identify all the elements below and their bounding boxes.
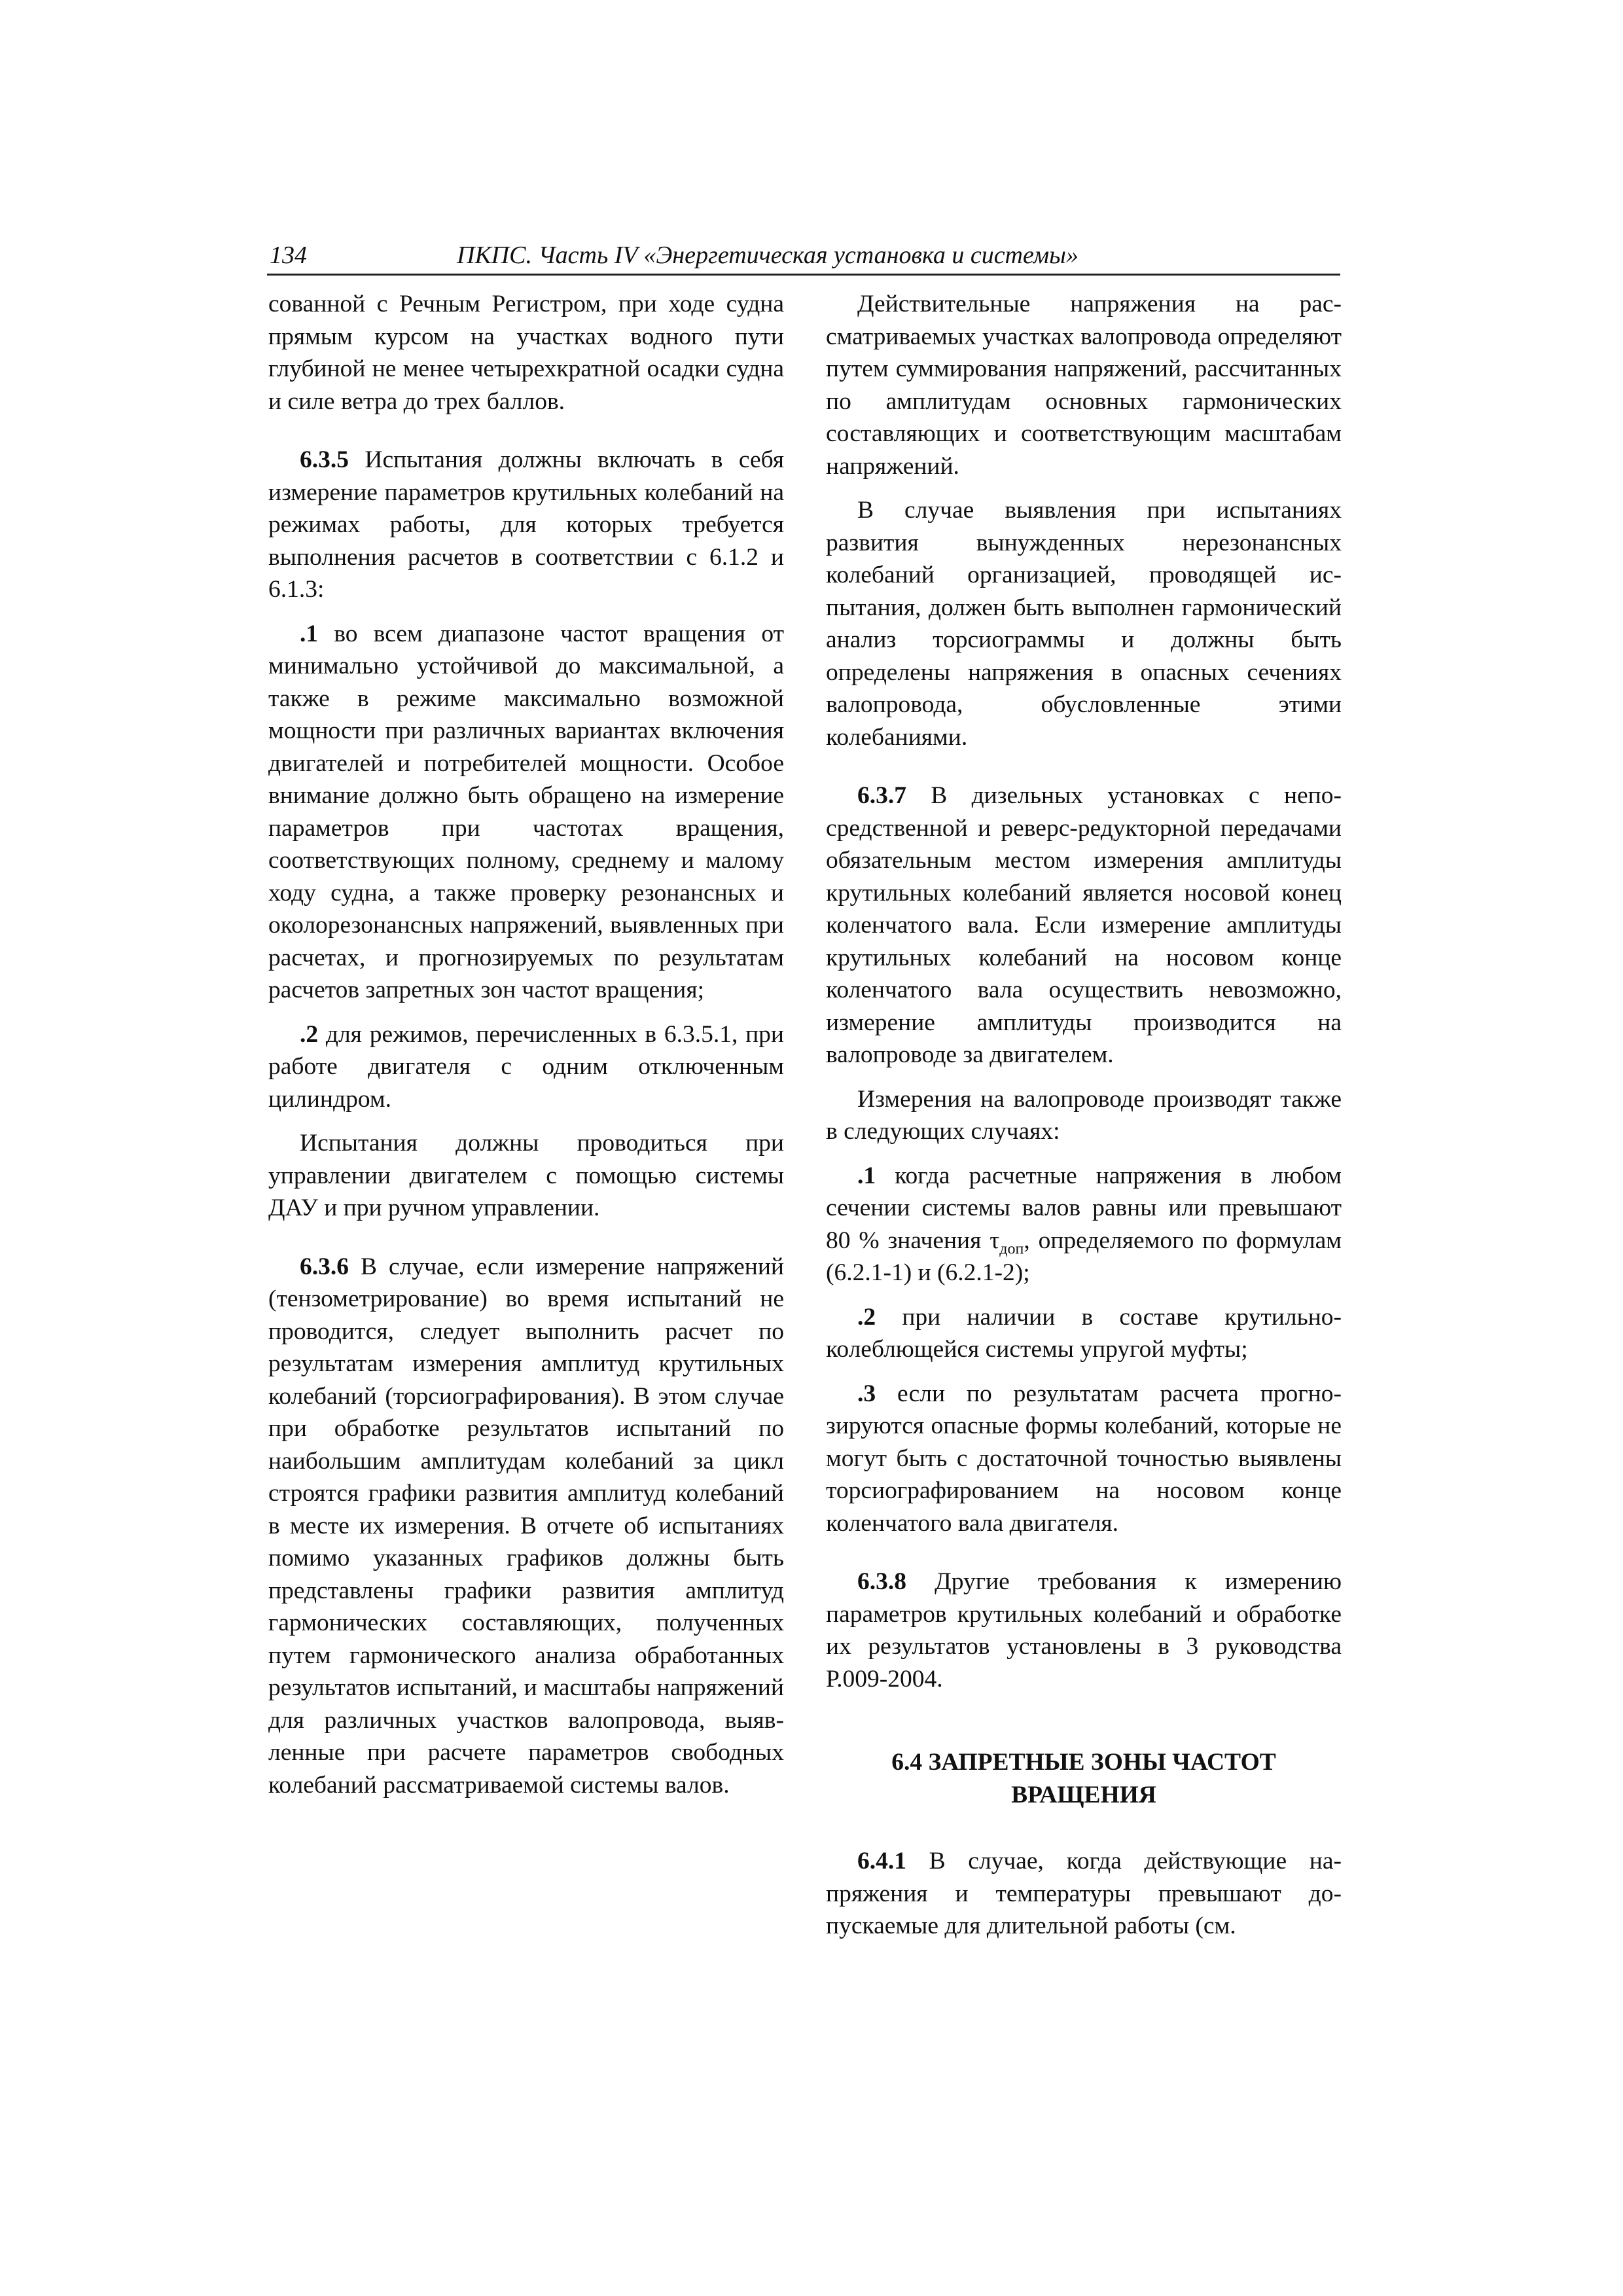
list-item-2: .2 для режимов, перечисленных в 6.3.5.1, при работе двигателя с одним отключенным цилиндром. <box>268 1020 784 1113</box>
list-item-3: .3 если по результатам расчета прогнозируются опасные формы колебаний, которые не могут быть с достаточной точностью выявлены торсиографированием на носовом конце коленчатого вала двигателя. <box>826 1380 1342 1537</box>
item-number: .2 <box>857 1303 876 1331</box>
page-header <box>267 237 1340 276</box>
subscript-dop: доп <box>999 1240 1024 1257</box>
paragraph-shaft-measurements: Измерения на валопроводе производят также в следующих случаях: <box>826 1085 1342 1145</box>
clause-number: 6.3.8 <box>857 1568 906 1595</box>
paragraph-6-3-8: 6.3.8 Другие требования к измерению параметров крутильных колебаний и обработке их результатов установлены в 3 руководства Р.009-2004. <box>826 1568 1342 1693</box>
clause-number: 6.3.7 <box>857 782 906 809</box>
page-number: 134 <box>270 242 307 269</box>
list-item-1: .1 когда расчетные напряжения в любом сечении системы валов равны или превышают 80 % значения $\tau_{доп}$, определяемого по формулам (6.2.1-1) и (6.2.1-2); <box>826 1162 1342 1286</box>
item-number: .2 <box>300 1020 319 1048</box>
paragraph-actual-stresses: Действительные напряжения на рассматриваемых участках валопровода определяют путем суммирования напряжений, рассчитанных по амплитудам основных гармонических составляющих и соответствующим масштабам напряжений. <box>826 291 1342 480</box>
paragraph-forced-vibrations: В случае выявления при испытаниях развития вынужденных нерезонансных колебаний организацией, проводящей испытания, должен быть выполнен гармонический анализ торсиограммы и должны быть определены напряжения в опасных сечениях валопровода, обусловленные этими колебаниями. <box>826 497 1342 751</box>
section-heading-6-4: 6.4 ЗАПРЕТНЫЕ ЗОНЫ ЧАСТОТ ВРАЩЕНИЯ <box>891 1749 1276 1808</box>
left-column <box>268 288 784 1801</box>
right-column <box>826 288 1342 1943</box>
paragraph-continuation: сованной с Речным Регистром, при ходе судна прямым курсом на участках водного пути глубиной не менее четырехкратной осадки судна и силе ветра до трех баллов. <box>268 291 784 415</box>
item-number: .1 <box>857 1162 876 1189</box>
item-number: .1 <box>300 620 319 647</box>
running-title: ПКПС. Часть IV «Энергетическая установка и системы» <box>457 242 1079 269</box>
paragraph-6-4-1: 6.4.1 В случае, когда действующие напряжения и температуры превышают допускаемые для длительной работы (см. <box>826 1848 1342 1939</box>
list-item-2: .2 при наличии в составе крутильно-колеблющейся системы упругой муфты; <box>826 1303 1342 1363</box>
clause-number: 6.3.6 <box>300 1253 349 1280</box>
paragraph-6-3-6: 6.3.6 В случае, если измерение напряжений (тензометрирование) во время испытаний не проводится, следует выполнить расчет по результатам измерения амплитуд крутильных колебаний (торсиографирования). В этом случае при обработке результатов испытаний по наибольшим амплитудам колебаний за цикл строятся графики развития амплитуд колебаний в месте их измерения. В отчете об испытаниях помимо указанных графиков должны быть представлены графики развития амплитуд гармонических составляющих, полученных путем гармонического анализа обработанных результатов испытаний, и масштабы напряжений для различных участков валопровода, выявленные при расчете параметров свободных колебаний рассматриваемой системы валов. <box>268 1253 784 1799</box>
paragraph-tests-control: Испытания должны проводиться при управлении двигателем с помощью системы ДАУ и при ручном управлении. <box>268 1130 784 1221</box>
clause-number: 6.4.1 <box>857 1848 906 1874</box>
list-item-1: .1 во всем диапазоне частот вращения от минимально устойчивой до максимальной, а также в режиме максимально возможной мощности при различных вариантах включения двигателей и потребителей мощности. Особое внимание должно быть обращено на измерение параметров при частотах вращения, соответствующих полному, среднему и малому ходу судна, а также проверку резонансных и околорезонансных напряжений, выявленных при расчетах, и прогнозируемых по результатам расчетов запретных зон частот вращения; <box>268 620 784 1003</box>
paragraph-6-3-7: 6.3.7 В дизельных установках с непосредственной и реверс-редукторной передачами обязательным местом измерения амплитуды крутильных колебаний является носовой конец коленчатого вала. Если измерение амплитуды крутильных колебаний на носовом конце коленчатого вала осуществить невозможно, измерение амплитуды производится на валопроводе за двигателем. <box>826 782 1342 1068</box>
clause-number: 6.3.5 <box>300 446 349 473</box>
item-number: .3 <box>857 1380 876 1407</box>
paragraph-6-3-5: 6.3.5 Испытания должны включать в себя измерение параметров крутильных колебаний на режимах работы, для которых требуется выполнения расчетов в соответствии с 6.1.2 и 6.1.3: <box>268 446 784 603</box>
